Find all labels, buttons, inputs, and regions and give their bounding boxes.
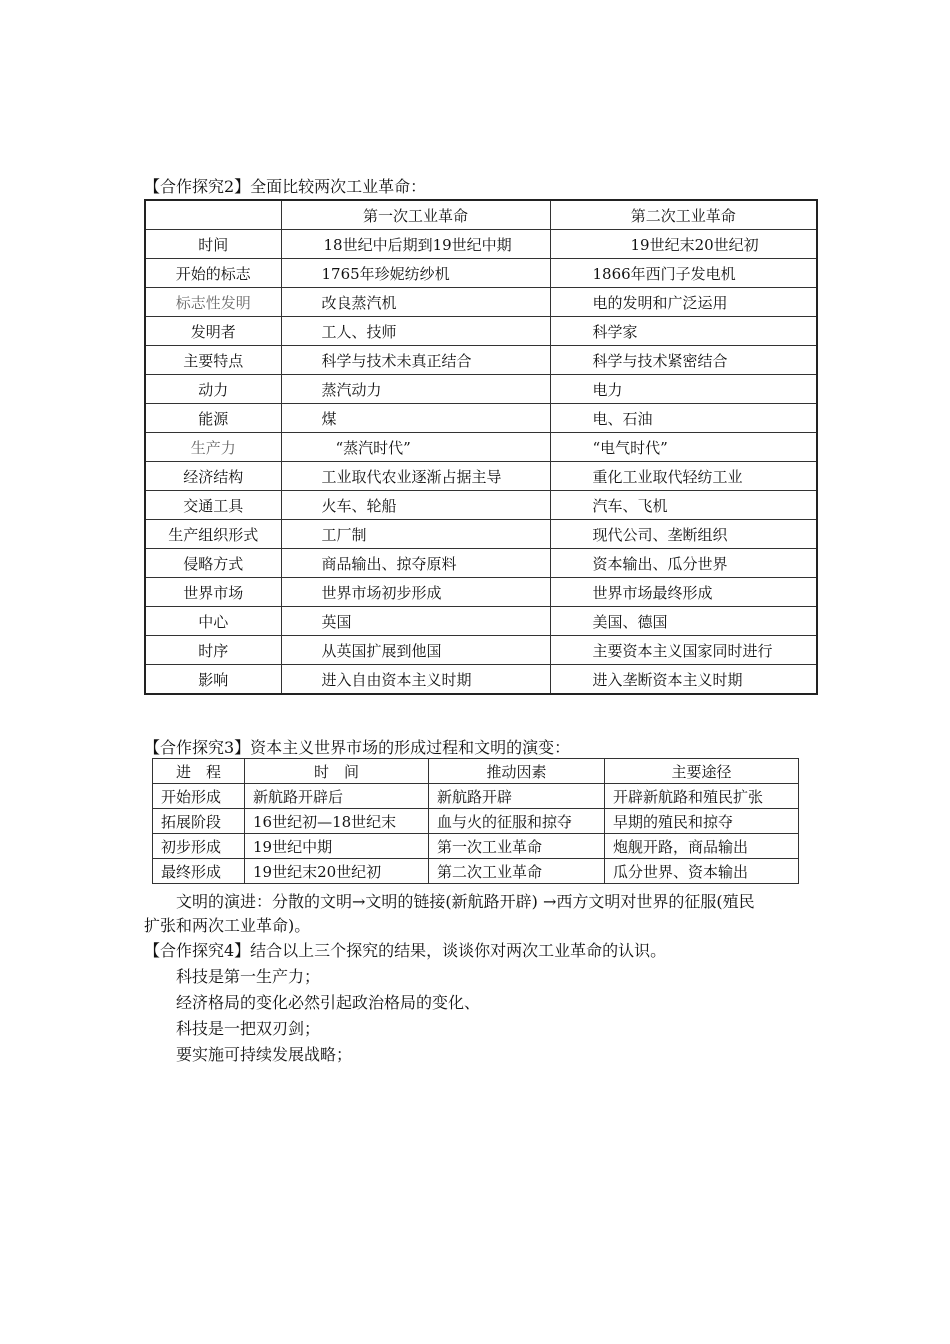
second-revolution-cell: 科学家: [550, 317, 817, 346]
second-revolution-cell: 1866年西门子发电机: [550, 259, 817, 288]
table-row: [145, 665, 817, 695]
row-label: 主要特点: [145, 346, 281, 375]
row-label: 交通工具: [145, 491, 281, 520]
header-cell: 时 间: [245, 759, 429, 784]
table-row: [145, 346, 817, 375]
row-label: 生产组织形式: [145, 520, 281, 549]
first-revolution-cell: 商品输出、掠夺原料: [281, 549, 550, 578]
row-label: 标志性发明: [145, 288, 281, 317]
table-row: [145, 462, 817, 491]
first-revolution-cell: 改良蒸汽机: [281, 288, 550, 317]
section3-title: 【合作探究3】资本主义世界市场的形成过程和文明的演变：: [144, 738, 571, 757]
table-header-row: [145, 200, 817, 230]
table-row: [145, 607, 817, 636]
row-label: 世界市场: [145, 578, 281, 607]
time-cell: 19世纪中期: [245, 834, 429, 859]
row-label: 影响: [145, 665, 281, 695]
first-revolution-cell: “蒸汽时代”: [281, 433, 550, 462]
section2-title: 【合作探究2】全面比较两次工业革命：: [144, 177, 427, 196]
first-revolution-cell: 进入自由资本主义时期: [281, 665, 550, 695]
second-revolution-cell: 世界市场最终形成: [550, 578, 817, 607]
table-row: [145, 491, 817, 520]
row-label: 经济结构: [145, 462, 281, 491]
header-cell: 推动因素: [429, 759, 605, 784]
table-row: [153, 834, 799, 859]
second-revolution-cell: 进入垄断资本主义时期: [550, 665, 817, 695]
second-revolution-cell: “电气时代”: [550, 433, 817, 462]
factor-cell: 第一次工业革命: [429, 834, 605, 859]
row-label: 侵略方式: [145, 549, 281, 578]
second-revolution-cell: 电力: [550, 375, 817, 404]
second-revolution-cell: 19世纪末20世纪初: [550, 230, 817, 259]
table-row: [153, 809, 799, 834]
stage-cell: 开始形成: [153, 784, 245, 809]
approach-cell: 瓜分世界、资本输出: [605, 859, 799, 884]
approach-cell: 开辟新航路和殖民扩张: [605, 784, 799, 809]
row-label: 生产力: [145, 433, 281, 462]
factor-cell: 新航路开辟: [429, 784, 605, 809]
approach-cell: 炮舰开路，商品输出: [605, 834, 799, 859]
table-row: [145, 404, 817, 433]
table-row: [145, 578, 817, 607]
factor-cell: 血与火的征服和掠夺: [429, 809, 605, 834]
approach-cell: 早期的殖民和掠夺: [605, 809, 799, 834]
second-revolution-cell: 汽车、飞机: [550, 491, 817, 520]
section4-title: 【合作探究4】结合以上三个探究的结果，谈谈你对两次工业革命的认识。: [144, 941, 667, 960]
conclusion-point: 科技是第一生产力；: [176, 967, 321, 986]
stage-cell: 最终形成: [153, 859, 245, 884]
first-revolution-cell: 煤: [281, 404, 550, 433]
civilization-evolution-line1: 文明的演进：分散的文明→文明的链接(新航路开辟) →西方文明对世界的征服(殖民: [176, 892, 755, 911]
row-label: 时序: [145, 636, 281, 665]
row-label: 时间: [145, 230, 281, 259]
table-header-row: [153, 759, 799, 784]
second-revolution-cell: 科学与技术紧密结合: [550, 346, 817, 375]
second-revolution-cell: 资本输出、瓜分世界: [550, 549, 817, 578]
table-row: [145, 230, 817, 259]
first-revolution-cell: 火车、轮船: [281, 491, 550, 520]
time-cell: 新航路开辟后: [245, 784, 429, 809]
first-revolution-cell: 科学与技术未真正结合: [281, 346, 550, 375]
first-revolution-cell: 世界市场初步形成: [281, 578, 550, 607]
second-revolution-cell: 电的发明和广泛运用: [550, 288, 817, 317]
stage-cell: 拓展阶段: [153, 809, 245, 834]
table-row: [145, 288, 817, 317]
time-cell: 19世纪末20世纪初: [245, 859, 429, 884]
row-label: 能源: [145, 404, 281, 433]
factor-cell: 第二次工业革命: [429, 859, 605, 884]
row-label: 动力: [145, 375, 281, 404]
second-revolution-cell: 主要资本主义国家同时进行: [550, 636, 817, 665]
conclusion-point: 经济格局的变化必然引起政治格局的变化、: [176, 993, 481, 1012]
first-revolution-cell: 18世纪中后期到19世纪中期: [281, 230, 550, 259]
conclusion-point: 要实施可持续发展战略；: [176, 1045, 353, 1064]
header-cell: 主要途径: [605, 759, 799, 784]
table-row: [145, 375, 817, 404]
first-revolution-cell: 英国: [281, 607, 550, 636]
first-revolution-cell: 从英国扩展到他国: [281, 636, 550, 665]
table-row: [145, 549, 817, 578]
table-row: [145, 636, 817, 665]
first-revolution-cell: 工厂制: [281, 520, 550, 549]
stage-cell: 初步形成: [153, 834, 245, 859]
first-revolution-cell: 蒸汽动力: [281, 375, 550, 404]
table-row: [153, 859, 799, 884]
time-cell: 16世纪初—18世纪末: [245, 809, 429, 834]
second-revolution-cell: 重化工业取代轻纺工业: [550, 462, 817, 491]
row-label: 开始的标志: [145, 259, 281, 288]
industrial-revolution-comparison-table: [144, 199, 818, 695]
second-revolution-cell: 美国、德国: [550, 607, 817, 636]
header-cell: 第二次工业革命: [550, 200, 817, 230]
table-row: [145, 259, 817, 288]
table-row: [145, 317, 817, 346]
first-revolution-cell: 工人、技师: [281, 317, 550, 346]
table-row: [145, 520, 817, 549]
table-row: [153, 784, 799, 809]
row-label: 中心: [145, 607, 281, 636]
second-revolution-cell: 现代公司、垄断组织: [550, 520, 817, 549]
first-revolution-cell: 工业取代农业逐渐占据主导: [281, 462, 550, 491]
header-cell: 进 程: [153, 759, 245, 784]
conclusion-point: 科技是一把双刃剑；: [176, 1019, 321, 1038]
world-market-table: [152, 758, 799, 884]
header-cell: 第一次工业革命: [281, 200, 550, 230]
header-cell: [145, 200, 281, 230]
first-revolution-cell: 1765年珍妮纺纱机: [281, 259, 550, 288]
second-revolution-cell: 电、石油: [550, 404, 817, 433]
table-row: [145, 433, 817, 462]
civilization-evolution-line2: 扩张和两次工业革命)。: [144, 916, 311, 935]
row-label: 发明者: [145, 317, 281, 346]
